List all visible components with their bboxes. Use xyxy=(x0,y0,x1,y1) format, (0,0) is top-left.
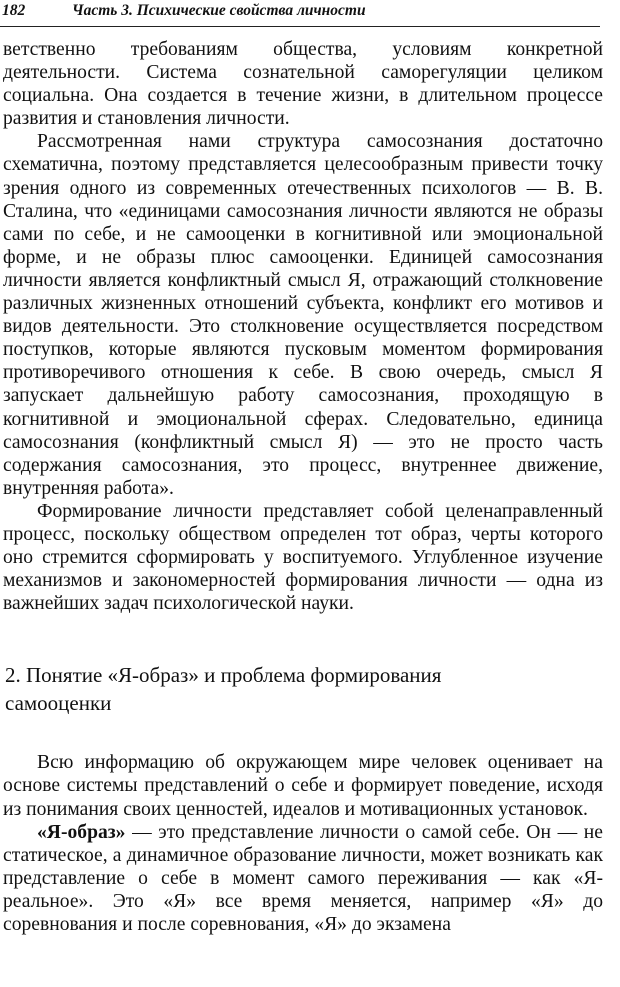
paragraph-3: Формирование личности представляет собой целенаправленный процесс, поскольку обществом определен тот образ, черты которого оно стремится сформировать у воспитуемого. Углубленное изучение механизмов и закономерностей формирования личности — одна из важнейших задач психологической науки. xyxy=(3,500,603,615)
section-paragraph-1: Всю информацию об окружающем мире человек оценивает на основе системы представлений о себе и формирует поведение, исходя из понимания своих ценностей, идеалов и мотивационных установок. xyxy=(3,752,603,820)
section-heading-line-1: 2. Понятие «Я-образ» и проблема формирования xyxy=(5,663,442,688)
paragraph-2: Рассмотренная нами структура самосознания достаточно схематична, поэтому представляется целесообразным привести точку зрения одного из современных отечественных психологов — В. В. Сталина, что «единицами самосознания личности являются не образы сами по себе, и не самооценки в когнитивной или эмоциональной форме, и не образы плюс самооценки. Единицей самосознания личности является конфликтный смысл Я, отражающий столкновение различных жизненных отношений субъекта, конфликт его мотивов и видов деятельности. Это столкновение осуществляется посредством поступков, которые являются пусковым моментом формирования противоречивого отношения к себе. В свою очередь, смысл Я запускает дальнейшую работу самосознания, проходящую в когнитивной и эмоциональной сферах. Следовательно, единица самосознания (конфликтный смысл Я) — это не просто часть содержания самосознания, это процесс, внутреннее движение, внутренняя работа». xyxy=(3,131,603,499)
running-header xyxy=(0,0,600,27)
section-heading-line-2: самооценки xyxy=(5,691,112,716)
term-ya-obraz: «Я-образ» xyxy=(37,821,126,843)
section-paragraph-2-text: — это представление личности о самой себе. Он — не статическое, а динамичное образование личности, может возникать как представление о себе в момент самого переживания — как «Я-реальное». Это «Я» все время меняется, например «Я» до соревнования и после соревнования, «Я» до экзамена xyxy=(3,821,603,935)
running-title: Часть 3. Психические свойства личности xyxy=(72,2,366,19)
paragraph-1: ветственно требованиям общества, условиям конкретной деятельности. Система сознательной саморегуляции целиком социальна. Она создается в течение жизни, в длительном процессе развития и становления личности. xyxy=(3,39,603,130)
page-number: 182 xyxy=(2,2,26,19)
section-heading xyxy=(3,661,603,717)
section-paragraph-2 xyxy=(3,821,603,936)
page-body xyxy=(3,38,603,936)
